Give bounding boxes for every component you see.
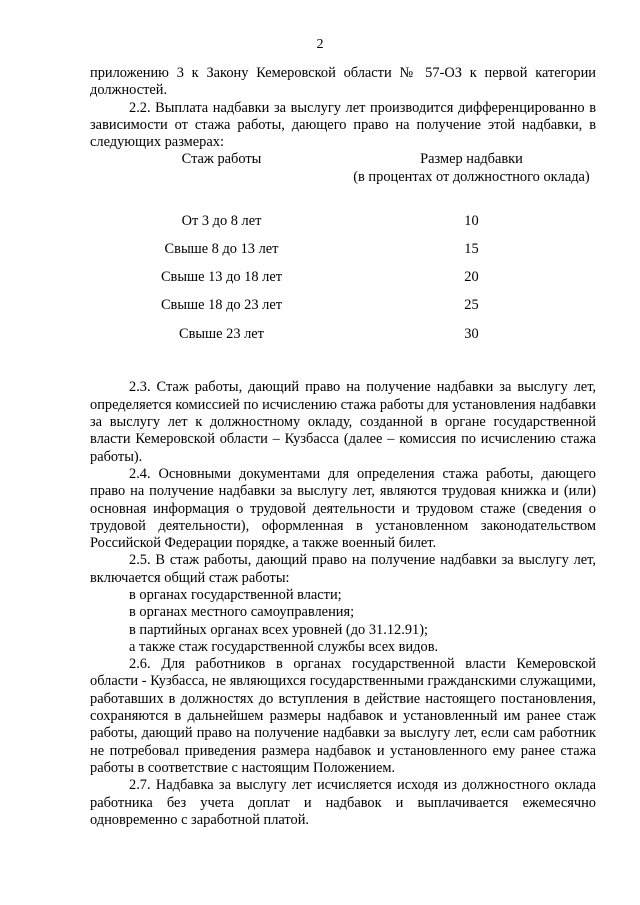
header-allowance-line2: (в процентах от должностного оклада) — [353, 168, 590, 185]
row-period: Свыше 13 до 18 лет — [160, 269, 283, 286]
list-item: а также стаж государственной службы всех видов. — [129, 638, 439, 655]
row-period: Свыше 8 до 13 лет — [164, 241, 279, 258]
paragraph-2-6: 2.6. Для работников в органах государственной власти Кемеровской области - Кузбасса, не являющихся государственными гражданскими служащими, работавших в должностях до вступления в действие настоящего постановления, сохраняются в дальнейшем размеры надбавок и установленный им ранее стаж работы, дающий право на получение надбавки за выслугу лет, если сам работник не потребовал приведения размера надбавок и установленного ему ранее стажа работы в соответствие с настоящим Положением. — [90, 656, 596, 776]
table-body — [90, 207, 596, 348]
table-row — [90, 292, 596, 320]
row-period: Свыше 23 лет — [179, 325, 264, 342]
row-percent: 30 — [464, 325, 479, 342]
header-allowance — [347, 151, 596, 195]
table-row — [90, 236, 596, 264]
page-number: 2 — [316, 37, 324, 52]
document-body — [90, 65, 596, 829]
row-period: От 3 до 8 лет — [181, 212, 262, 229]
paragraph-2-7: 2.7. Надбавка за выслугу лет исчисляется исходя из должностного оклада работника без учета доплат и надбавок и выплачивается ежемесячно одновременно с заработной платой. — [90, 777, 596, 828]
list-item: в партийных органах всех уровней (до 31.12.91); — [129, 621, 428, 638]
paragraph-2-2: 2.2. Выплата надбавки за выслугу лет производится дифференцированно в зависимости от стажа работы, дающего право на получение этой надбавки, в следующих размерах: — [90, 99, 596, 151]
header-experience: Стаж работы — [181, 151, 262, 168]
paragraph-2-4: 2.4. Основными документами для определения стажа работы, дающего право на получение надбавки за выслугу лет, являются трудовая книжка и (или) основная информация о трудовой деятельности и трудовом стаже (сведения о трудовой деятельности), оформленная в установленном законодательством Российской Федерации порядке, а также военный билет. — [90, 465, 596, 552]
table-row — [90, 207, 596, 235]
intro-paragraph: приложению 3 к Закону Кемеровской области № 57-ОЗ к первой категории должностей. — [90, 65, 596, 99]
table-header — [90, 151, 596, 195]
list-item: в органах государственной власти; — [129, 586, 342, 603]
table-row — [90, 264, 596, 292]
row-percent: 20 — [464, 269, 479, 286]
paragraph-2-3: 2.3. Стаж работы, дающий право на получение надбавки за выслугу лет, определяется комиссией по исчислению стажа работы для установления надбавки за выслугу лет к должностному окладу, созданной в органе государственной власти Кемеровской области – Кузбасса (далее – комиссия по исчислению стажа работы). — [90, 379, 596, 465]
spacer — [90, 348, 596, 379]
row-period: Свыше 18 до 23 лет — [160, 297, 283, 314]
table-row — [90, 320, 596, 348]
row-percent: 10 — [464, 212, 479, 229]
row-percent: 25 — [464, 297, 479, 314]
list-item: в органах местного самоуправления; — [129, 604, 355, 621]
header-allowance-line1: Размер надбавки — [420, 151, 523, 168]
row-percent: 15 — [464, 241, 479, 258]
paragraph-2-5: 2.5. В стаж работы, дающий право на получение надбавки за выслугу лет, включается общий стаж работы: — [90, 552, 596, 586]
allowance-table — [90, 151, 596, 348]
experience-list — [90, 587, 596, 656]
